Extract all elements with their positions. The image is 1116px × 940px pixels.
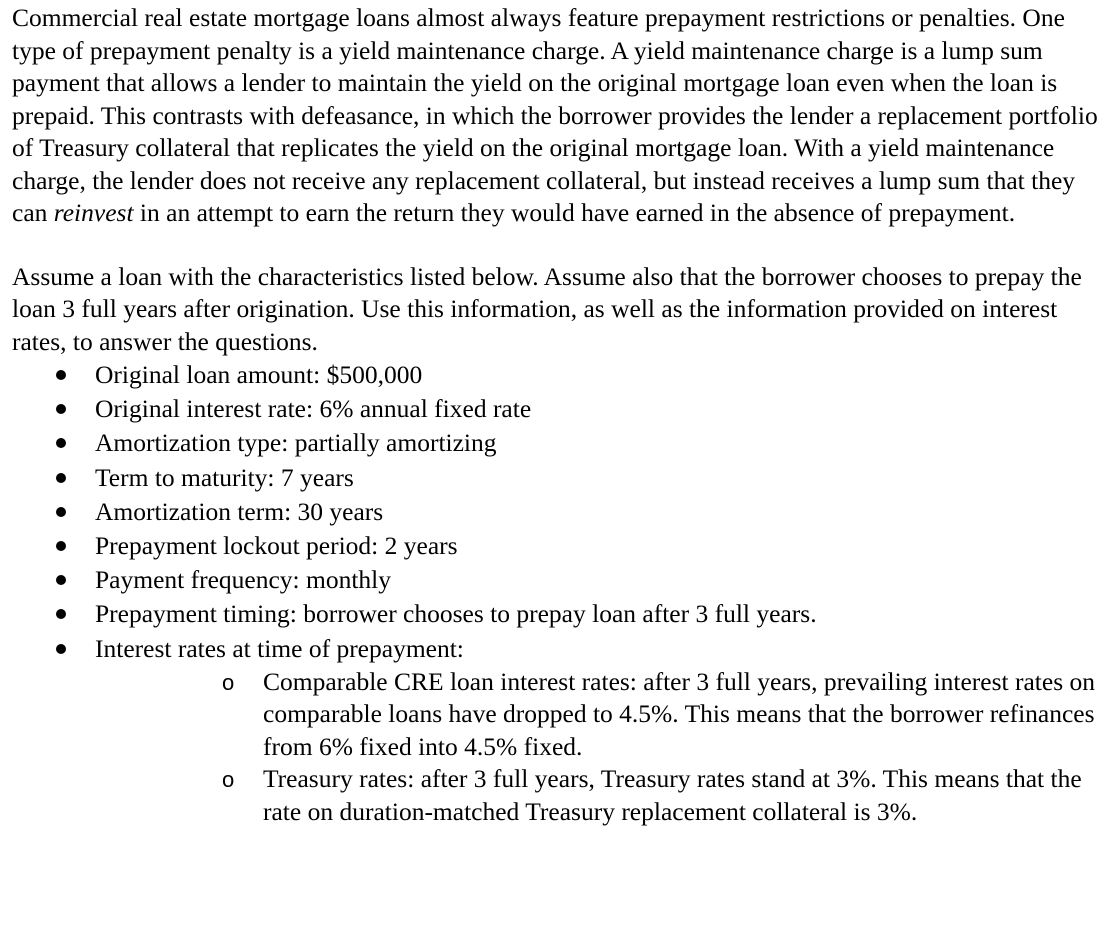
- intro-text-part2: in an attempt to earn the return they would have earned in the absence of prepayment.: [139, 198, 1016, 227]
- list-item: Original interest rate: 6% annual fixed rate: [12, 392, 1108, 426]
- intro-text-part1: Commercial real estate mortgage loans almost always feature prepayment restrictions or penalties. One type of prepayment penalty is a yield maintenance charge. A yield maintenance charge is a lump sum payment that allows a lender to maintain the yield on the original mortgage loan even when the loan is prepaid. This contrasts with defeasance, in which the borrower provides the lender a replacement portfolio of Treasury collateral that replicates the yield on the original mortgage loan. With a yield maintenance charge, the lender does not receive any replacement collateral, but instead receives a lump sum that they can: [12, 3, 1098, 227]
- list-item: Payment frequency: monthly: [12, 563, 1108, 597]
- interest-rates-sublist: [95, 666, 1108, 829]
- interest-rates-item: [12, 632, 1108, 829]
- intro-paragraph: [12, 2, 1108, 230]
- prepayment-timing-item: Prepayment timing: borrower chooses to prepay loan after 3 full years.: [12, 597, 1108, 631]
- intro-emphasis: reinvest: [53, 198, 134, 227]
- prepayment-list: [12, 597, 1108, 828]
- document-page: [12, 2, 1108, 828]
- loan-characteristics-list: [12, 358, 1108, 597]
- list-item: Original loan amount: $500,000: [12, 358, 1108, 392]
- interest-rates-heading: Interest rates at time of prepayment:: [95, 633, 464, 663]
- list-item: Amortization type: partially amortizing: [12, 426, 1108, 460]
- list-item: Term to maturity: 7 years: [12, 461, 1108, 495]
- assumptions-paragraph: Assume a loan with the characteristics listed below. Assume also that the borrower chooses to prepay the loan 3 full years after origination. Use this information, as well as the information provided on interest rates, to answer the questions.: [12, 261, 1082, 356]
- list-item: Amortization term: 30 years: [12, 495, 1108, 529]
- sub-list-item: o Comparable CRE loan interest rates: after 3 full years, prevailing interest rates on comparable loans have dropped to 4.5%. This means that the borrower refinances from 6% fixed into 4.5% fixed.: [95, 666, 1108, 764]
- list-item: Prepayment lockout period: 2 years: [12, 529, 1108, 563]
- sub-list-item: o Treasury rates: after 3 full years, Treasury rates stand at 3%. This means that the rate on duration-matched Treasury replacement collateral is 3%.: [95, 763, 1108, 828]
